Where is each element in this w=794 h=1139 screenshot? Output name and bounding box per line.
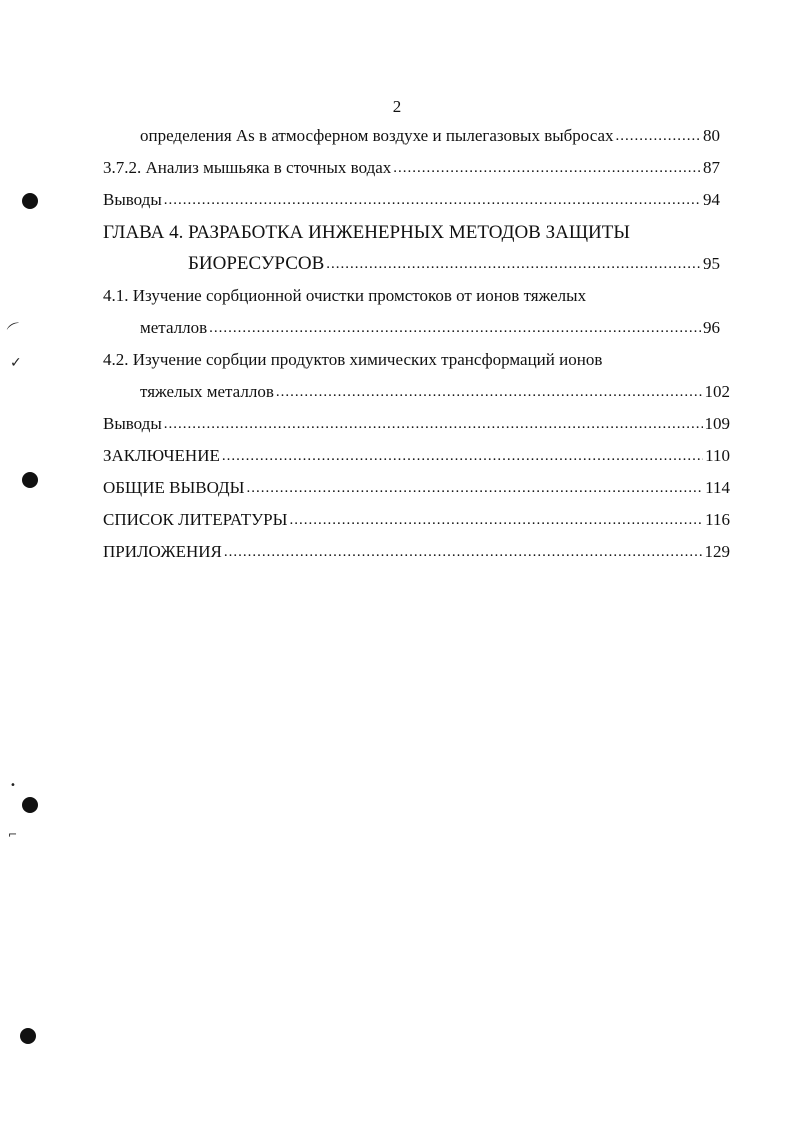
toc-entry — [188, 253, 720, 275]
toc-entry-label: 3.7.2. Анализ мышьяка в сточных водах — [103, 158, 392, 177]
toc-entry-label: ОБЩИЕ ВЫВОДЫ — [103, 478, 245, 497]
punch-hole — [20, 1028, 36, 1044]
dot-leader — [164, 413, 703, 435]
toc-entry — [103, 445, 730, 467]
toc-entry — [140, 381, 730, 403]
dot-leader — [246, 477, 703, 499]
punch-hole — [22, 797, 38, 813]
toc-entry-label: ПРИЛОЖЕНИЯ — [103, 542, 222, 561]
toc-entry-line1 — [103, 285, 720, 307]
toc-chapter-heading: ГЛАВА 4. РАЗРАБОТКА ИНЖЕНЕРНЫХ МЕТОДОВ ЗАЩИТЫ — [103, 222, 630, 243]
dot-leader — [616, 125, 701, 147]
toc-entry-label: 4.2. Изучение сорбции продуктов химических трансформаций ионов — [103, 350, 603, 369]
dot-leader — [222, 445, 703, 467]
toc-entry-page: 95 — [703, 254, 720, 273]
toc-entry-page: 116 — [705, 510, 730, 529]
toc-entry-label: 4.1. Изучение сорбционной очистки промстоков от ионов тяжелых — [103, 286, 587, 305]
toc-entry — [103, 477, 730, 499]
dot-leader — [289, 509, 703, 531]
toc-entry — [103, 509, 730, 531]
dot-leader — [224, 541, 703, 563]
toc-entry-page: 87 — [703, 158, 720, 177]
toc-entry-label: БИОРЕСУРСОВ — [188, 253, 325, 274]
toc-entry-label: тяжелых металлов — [140, 382, 274, 401]
toc-entry-page: 102 — [704, 382, 730, 401]
toc-entry — [103, 413, 730, 435]
toc-entry-page: 96 — [703, 318, 720, 337]
toc-entry-label: СПИСОК ЛИТЕРАТУРЫ — [103, 510, 288, 529]
scan-artifact-icon: • — [10, 780, 16, 791]
toc-entry — [140, 317, 720, 339]
scan-artifact-icon: ✓ — [10, 355, 22, 371]
toc-entry-label: определения As в атмосферном воздухе и пылегазовых выбросах — [140, 126, 614, 145]
toc-entry-label: Выводы — [103, 190, 162, 209]
toc-entry-page: 110 — [705, 446, 730, 465]
toc-entry-label: Выводы — [103, 414, 162, 433]
toc-entry-page: 129 — [704, 542, 730, 561]
scan-artifact-icon: ⌒ — [5, 320, 26, 342]
punch-hole — [22, 193, 38, 209]
toc-entry — [103, 541, 730, 563]
page-number: 2 — [392, 97, 402, 116]
dot-leader — [393, 157, 701, 179]
toc-entry-label: ЗАКЛЮЧЕНИЕ — [103, 446, 220, 465]
toc-entry — [103, 189, 720, 211]
toc-entry-page: 114 — [705, 478, 730, 497]
punch-hole — [22, 472, 38, 488]
toc-entry — [140, 125, 720, 147]
toc-entry-page: 94 — [703, 190, 720, 209]
dot-leader — [276, 381, 703, 403]
dot-leader — [209, 317, 701, 339]
toc-entry — [103, 157, 720, 179]
toc-entry-line1 — [103, 349, 720, 371]
dot-leader — [164, 189, 701, 211]
toc-entry-label: металлов — [140, 318, 208, 337]
toc-entry-page: 109 — [704, 414, 730, 433]
scan-artifact-icon: ⌐ — [8, 828, 18, 841]
dot-leader — [326, 253, 701, 275]
toc-entry-page: 80 — [703, 126, 720, 145]
